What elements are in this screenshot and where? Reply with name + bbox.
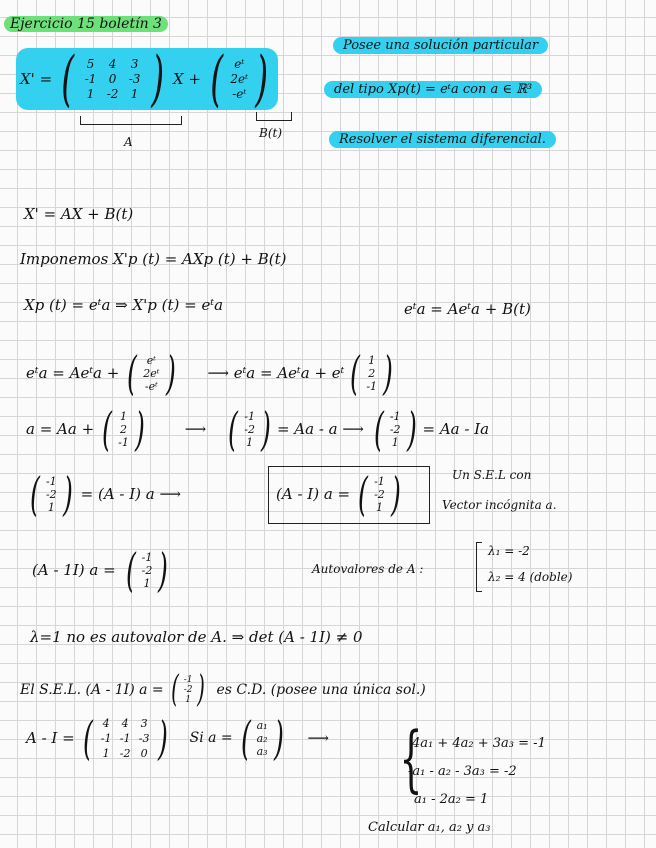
matrix-a-minus-i-cell: -3 — [138, 731, 150, 745]
vector-l4-entry: -eᵗ — [144, 379, 158, 393]
work-line-9: El S.E.L. (A - 1I) a = ( -1 -2 1 ) es C.D. (posee una única sol.) — [20, 669, 426, 710]
label-a: A — [124, 135, 133, 149]
vector-l6-entry: -2 — [45, 487, 57, 501]
vector-b — [228, 57, 250, 102]
work-line-1: X' = AX + B(t) — [24, 205, 134, 223]
matrix-a-minus-i-cell: 0 — [140, 746, 148, 760]
matrix-a-minus-i-cell: 3 — [140, 716, 148, 730]
work-line-2: Imponemos X'p (t) = AXp (t) + B(t) — [20, 250, 287, 268]
vector-a-unknowns-entry: a₁ — [256, 718, 268, 732]
vector-b-entry: eᵗ — [234, 56, 245, 71]
eigenvalue-2: λ₂ = 4 (doble) — [488, 570, 573, 584]
vector-b-entry: 2eᵗ — [230, 71, 249, 86]
equation-lhs: X' = — [20, 70, 53, 88]
vector-right-paren: ) — [255, 44, 269, 114]
vector-a-unknowns-entry: a₃ — [256, 744, 268, 758]
matrix-a-cell: -3 — [128, 72, 141, 86]
matrix-a-minus-i-cell: -1 — [100, 731, 112, 745]
matrix-a-cell: 4 — [108, 57, 117, 71]
work-line-8: λ=1 no es autovalor de A. ⇒ det (A - 1I) ≠ 0 — [30, 628, 363, 646]
matrix-a-minus-i-cell: 4 — [102, 716, 110, 730]
work-line-10: A - I = ( 4 4 3 -1 -1 -3 1 -2 0 ) Si a = ( a₁ a₂ a₃ ) ⟶ — [26, 711, 330, 765]
vector-l4-rhs-entry: -1 — [366, 379, 378, 393]
work-line-6: ( -1 -2 1 ) = (A - I) a ⟶ — [30, 467, 182, 521]
vector-l4-entry: 2eᵗ — [143, 366, 160, 380]
matrix-a-cell: 5 — [86, 57, 95, 71]
matrix-a-minus-i-cell: 4 — [121, 716, 129, 730]
title-highlight: Ejercicio 15 boletín 3 — [4, 16, 168, 32]
matrix-a-cell: 1 — [130, 87, 139, 101]
vector-l5-c-entry: -2 — [389, 422, 401, 436]
vector-l5-b-entry: -2 — [244, 422, 255, 436]
vector-l9-entry: -2 — [183, 685, 193, 695]
system-eq-2: -a₁ - a₂ - 3a₃ = -2 — [408, 764, 517, 779]
vector-l4-rhs-entry: 2 — [368, 366, 376, 380]
system-eq-3: a₁ - 2a₂ = 1 — [414, 792, 489, 807]
work-line-3a: Xp (t) = eᵗa ⇒ X'p (t) = eᵗa — [24, 296, 224, 314]
statement-line-2: del tipo Xp(t) = eᵗa con a ∈ ℝ³ — [324, 82, 542, 97]
boxed-equation-content: (A - I) a = ( -1 -2 1 ) — [276, 467, 401, 521]
matrix-a-cell: 0 — [108, 72, 117, 86]
work-line-5: a = Aa + ( 1 2 -1 ) ⟶ ( -1 -2 1 ) = Aa - a ⟶ ( -1 -2 1 ) = Aa - Ia — [26, 402, 490, 456]
vector-l7-entry: -1 — [141, 550, 153, 564]
matrix-a-minus-i-cell: 1 — [102, 746, 110, 760]
vector-l7-entry: 1 — [143, 576, 151, 590]
matrix-a-cell: 1 — [86, 87, 95, 101]
vector-l4-rhs — [364, 354, 379, 393]
matrix-a-brace — [80, 116, 182, 125]
statement-line-3: Resolver el sistema diferencial. — [329, 132, 556, 147]
vector-l5-entry: 1 — [119, 409, 127, 423]
vector-l6-entry: 1 — [47, 500, 55, 514]
vector-l4-entry: eᵗ — [146, 353, 156, 367]
eigenvalues-label: Autovalores de A : — [312, 562, 424, 576]
vector-l6-entry: -1 — [45, 474, 57, 488]
vector-left-paren: ( — [210, 44, 224, 114]
vector-l6-box-entry: -2 — [374, 487, 385, 501]
matrix-a-cell: -1 — [84, 72, 97, 86]
vector-l5-b-entry: 1 — [246, 435, 254, 449]
vector-l5-c — [388, 410, 403, 449]
vector-l9-entry: -1 — [183, 675, 193, 685]
matrix-a — [80, 57, 146, 102]
matrix-a-minus-i — [97, 716, 154, 761]
eigenvalue-bracket — [476, 542, 482, 592]
vector-l5 — [116, 410, 131, 449]
vector-l5-entry: 2 — [119, 422, 127, 436]
vector-a-unknowns — [255, 719, 270, 758]
matrix-a-cell: -2 — [106, 87, 119, 101]
work-line-3b: eᵗa = Aeᵗa + B(t) — [404, 300, 531, 318]
vector-l6-box-entry: 1 — [375, 500, 383, 514]
vector-l4-rhs-entry: 1 — [368, 353, 376, 367]
matrix-right-paren: ) — [150, 44, 164, 114]
vector-l5-c-entry: 1 — [391, 435, 399, 449]
vector-a-unknowns-entry: a₂ — [256, 731, 268, 745]
work-line-11: Calcular a₁, a₂ y a₃ — [368, 820, 491, 835]
system-equation — [16, 44, 278, 114]
vector-l5-c-entry: -1 — [389, 409, 401, 423]
work-line-4: eᵗa = Aeᵗa + ( eᵗ 2eᵗ -eᵗ ) ⟶ eᵗa = Aeᵗa + eᵗ ( 1 2 -1 ) — [26, 346, 393, 400]
system-brace: { — [399, 716, 423, 800]
vector-l6 — [44, 475, 59, 514]
vector-l7 — [140, 551, 155, 590]
vector-l5-entry: -1 — [118, 435, 129, 449]
vector-l7-entry: -2 — [141, 563, 153, 577]
vector-b-entry: -eᵗ — [232, 86, 247, 101]
vector-b-brace — [256, 112, 292, 121]
vector-l4 — [141, 354, 161, 393]
vector-l5-b-entry: -1 — [244, 409, 255, 423]
matrix-a-cell: 3 — [130, 57, 139, 71]
work-line-7: (A - 1I) a = ( -1 -2 1 ) — [32, 543, 169, 597]
page-title — [4, 16, 168, 32]
vector-l9 — [182, 675, 195, 705]
vector-l6-box — [372, 475, 387, 514]
vector-l6-box-entry: -1 — [374, 474, 385, 488]
vector-l5-b — [242, 410, 257, 449]
matrix-left-paren: ( — [61, 44, 75, 114]
eigenvalue-1: λ₁ = -2 — [488, 544, 530, 558]
matrix-a-minus-i-cell: -1 — [119, 731, 131, 745]
label-b: B(t) — [259, 126, 283, 140]
vector-l9-entry: 1 — [185, 695, 191, 705]
note-vector: Vector incógnita a. — [442, 498, 557, 512]
equation-x-plus: X + — [172, 70, 201, 88]
matrix-a-minus-i-cell: -2 — [119, 746, 131, 760]
statement-line-1: Posee una solución particular — [333, 38, 548, 53]
system-eq-1: 4a₁ + 4a₂ + 3a₃ = -1 — [412, 736, 546, 751]
note-sel: Un S.E.L con — [452, 468, 532, 482]
